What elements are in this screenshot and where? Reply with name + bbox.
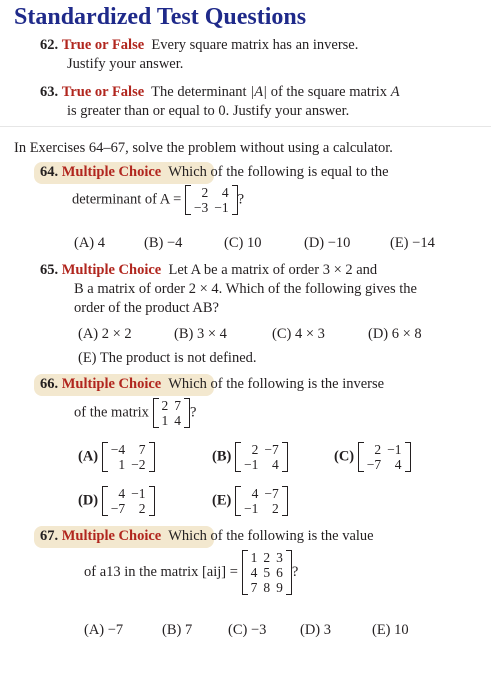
matrix-cell: 2 (263, 550, 271, 565)
question-text: Every square matrix has an inverse. (151, 37, 359, 53)
question-type: Multiple Choice (61, 164, 162, 180)
question-64-line1 (40, 164, 389, 181)
matrix-cell: −7 (110, 501, 126, 516)
matrix-cell: −1 (387, 442, 402, 457)
matrix-cell: 4 (394, 457, 402, 472)
choice-matrix (102, 442, 155, 472)
matrix-cell: −7 (366, 457, 382, 472)
question-65-line3: order of the product AB? (74, 300, 219, 316)
choice-c (334, 442, 411, 472)
matrix-cell: −4 (110, 442, 126, 457)
question-number: 67. (40, 528, 59, 544)
choice-a: (A) 4 (74, 235, 106, 251)
question-62-line2: Justify your answer. (67, 56, 184, 72)
choice-label: (B) (212, 448, 232, 465)
matrix-cell: −1 (243, 501, 259, 516)
choice-b: (B) −4 (144, 235, 183, 251)
choice-b: (B) 3 × 4 (174, 326, 227, 342)
choice-d: (D) 3 (300, 622, 332, 638)
question-number: 64. (40, 164, 59, 180)
question-text: of the square matrix (267, 84, 391, 100)
question-65-line1 (40, 262, 377, 279)
choice-e: (E) −14 (390, 235, 435, 251)
matrix-cell: 4 (271, 457, 279, 472)
question-63-line2: is greater than or equal to 0. Justify your answer. (67, 103, 350, 119)
matrix-cell: −1 (243, 457, 259, 472)
determinant-label: determinant of A = (72, 191, 182, 208)
choice-d (78, 486, 155, 516)
variable: A (390, 84, 400, 100)
matrix-cell: 8 (263, 580, 271, 595)
matrix-cell: 4 (174, 413, 182, 428)
question-type: True or False (61, 37, 145, 53)
question-number: 62. (40, 37, 59, 53)
choice-d: (D) 6 × 8 (368, 326, 422, 342)
matrix-cell: −7 (264, 442, 279, 457)
matrix-cell: −2 (131, 457, 146, 472)
matrix-cell: −1 (214, 200, 229, 215)
question-type: True or False (61, 84, 145, 100)
matrix-cell: 2 (138, 501, 146, 516)
matrix-cell: 2 (271, 501, 279, 516)
question-number: 63. (40, 84, 59, 100)
question-number: 66. (40, 376, 59, 392)
question-66-line1 (40, 376, 384, 393)
question-mark: ? (237, 191, 245, 208)
choice-label: (D) (78, 492, 99, 509)
matrix-cell: 9 (276, 580, 283, 595)
choice-matrix (358, 442, 411, 472)
matrix-cell: 6 (276, 565, 283, 580)
matrix (185, 185, 238, 215)
choice-c: (C) 10 (224, 235, 262, 251)
choice-matrix (102, 486, 155, 516)
choice-a: (A) −7 (84, 622, 124, 638)
matrix-cell: 4 (250, 565, 258, 580)
matrix (242, 550, 292, 595)
matrix-cell: 2 (374, 442, 382, 457)
matrix-label: of a13 in the matrix [aij] = (84, 563, 238, 580)
question-text: Which of the following is the value (168, 528, 374, 544)
choice-label: (E) (212, 492, 232, 509)
question-text: Let A be a matrix of order 3 × 2 and (168, 262, 378, 278)
matrix-cell: 4 (251, 486, 259, 501)
question-mark: ? (291, 563, 299, 580)
question-67-matrix-line (84, 550, 298, 595)
choice-c: (C) 4 × 3 (272, 326, 325, 342)
question-type: Multiple Choice (61, 376, 162, 392)
matrix-cell: −3 (193, 200, 209, 215)
matrix-cell: 2 (201, 185, 209, 200)
exercise-intro: In Exercises 64–67, solve the problem without using a calculator. (14, 140, 393, 156)
matrix-cell: 1 (250, 550, 258, 565)
choice-matrix (235, 486, 288, 516)
choice-e: (E) The product is not defined. (78, 350, 257, 366)
choice-a: (A) 2 × 2 (78, 326, 132, 342)
matrix-cell: −1 (131, 486, 146, 501)
choice-e (212, 486, 288, 516)
determinant-symbol: |A| (250, 84, 268, 100)
matrix (153, 398, 191, 428)
matrix-cell: 1 (118, 457, 126, 472)
choice-b: (B) 7 (162, 622, 193, 638)
matrix-cell: 4 (221, 185, 229, 200)
matrix-cell: −7 (264, 486, 279, 501)
choice-label: (A) (78, 448, 99, 465)
question-number: 65. (40, 262, 59, 278)
question-text: Which of the following is the inverse (168, 376, 385, 392)
matrix-cell: 7 (174, 398, 182, 413)
matrix-cell: 1 (161, 413, 169, 428)
matrix-cell: 5 (263, 565, 271, 580)
question-text: The determinant (151, 84, 251, 100)
matrix-label: of the matrix (74, 404, 149, 421)
matrix-cell: 7 (138, 442, 146, 457)
choice-b (212, 442, 288, 472)
question-type: Multiple Choice (61, 528, 162, 544)
divider (0, 126, 491, 127)
matrix-cell: 3 (276, 550, 283, 565)
question-65-line2: B a matrix of order 2 × 4. Which of the following gives the (74, 281, 417, 297)
section-title: Standardized Test Questions (14, 4, 307, 30)
question-mark: ? (190, 404, 197, 421)
matrix-cell: 4 (118, 486, 126, 501)
question-64-matrix-line (72, 185, 244, 215)
question-63-line1 (40, 84, 400, 101)
choice-e: (E) 10 (372, 622, 409, 638)
matrix-cell: 2 (251, 442, 259, 457)
question-62-line1 (40, 37, 358, 54)
choice-label: (C) (334, 448, 355, 465)
matrix-cell: 7 (250, 580, 258, 595)
choice-matrix (235, 442, 288, 472)
question-text: Which of the following is equal to the (168, 164, 389, 180)
choice-a (78, 442, 155, 472)
matrix-cell: 2 (161, 398, 169, 413)
choice-c: (C) −3 (228, 622, 267, 638)
question-66-matrix-line (74, 398, 196, 428)
choice-d: (D) −10 (304, 235, 351, 251)
question-67-line1 (40, 528, 374, 545)
question-type: Multiple Choice (61, 262, 162, 278)
